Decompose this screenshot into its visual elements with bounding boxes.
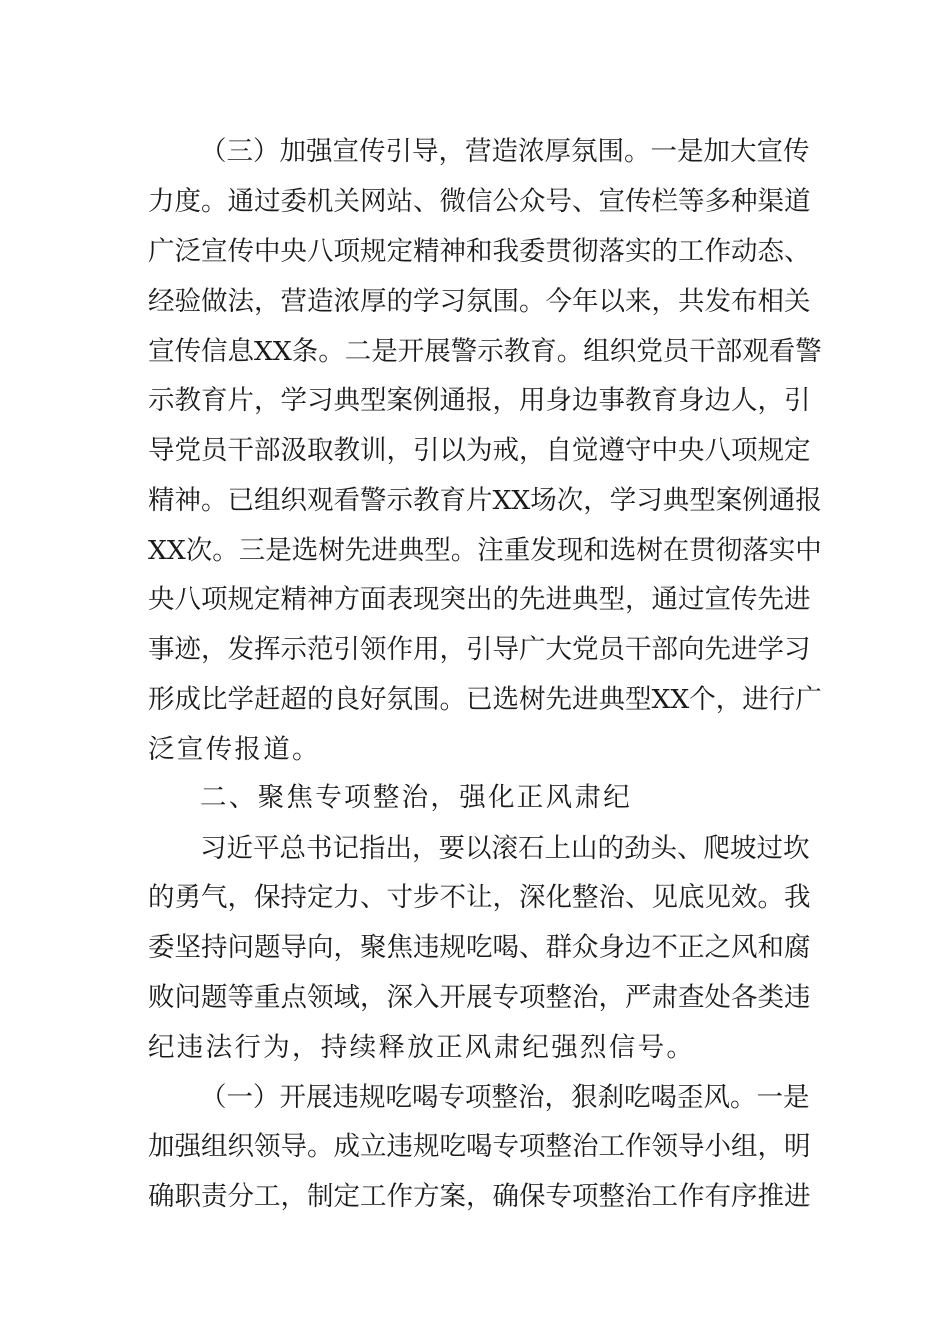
paragraph-line-3: 广泛宣传中央八项规定精神和我委贯彻落实的工作动态、 <box>148 236 811 267</box>
paragraph-line-13: 泛宣传报道。 <box>148 734 321 765</box>
paragraph-line-19: 纪违法行为，持续释放正风肃纪强烈信号。 <box>148 1032 696 1063</box>
paragraph-line-7: 导党员干部汲取教训，引以为戒，自觉遵守中央八项规定 <box>148 435 811 466</box>
paragraph-line-11: 事迹，发挥示范引领作用，引导广大党员干部向先进学习 <box>148 634 811 665</box>
paragraph-line-8: 精神。已组织观看警示教育片XX场次，学习典型案例通报 <box>148 485 822 516</box>
paragraph-line-15: 习近平总书记指出，要以滚石上山的劲头、爬坡过坎 <box>200 833 810 864</box>
paragraph-line-4: 经验做法，营造浓厚的学习氛围。今年以来，共发布相关 <box>148 286 811 317</box>
paragraph-line-2: 力度。通过委机关网站、微信公众号、宣传栏等多种渠道 <box>148 186 811 217</box>
paragraph-line-12: 形成比学赶超的良好氛围。已选树先进典型XX个，进行广 <box>148 684 822 715</box>
paragraph-line-5: 宣传信息XX条。二是开展警示教育。组织党员干部观看警 <box>148 336 822 367</box>
paragraph-line-10: 央八项规定精神方面表现突出的先进典型，通过宣传先进 <box>148 584 811 615</box>
paragraph-line-18: 败问题等重点领域，深入开展专项整治，严肃查处各类违 <box>148 982 811 1013</box>
paragraph-line-16: 的勇气，保持定力、寸步不让，深化整治、见底见效。我 <box>148 882 811 913</box>
paragraph-line-17: 委坚持问题导向，聚焦违规吃喝、群众身边不正之风和腐 <box>148 932 811 963</box>
paragraph-line-20: （一）开展违规吃喝专项整治，狠刹吃喝歪风。一是 <box>200 1082 810 1113</box>
paragraph-line-21: 加强组织领导。成立违规吃喝专项整治工作领导小组，明 <box>148 1131 811 1162</box>
paragraph-line-22: 确职责分工，制定工作方案，确保专项整治工作有序推进 <box>148 1181 811 1212</box>
paragraph-line-9: XX次。三是选树先进典型。注重发现和选树在贯彻落实中 <box>148 535 822 566</box>
section-heading: 二、聚焦专项整治，强化正风肃纪 <box>200 782 632 813</box>
paragraph-line-6: 示教育片，学习典型案例通报，用身边事教育身边人，引 <box>148 385 811 416</box>
paragraph-line-1: （三）加强宣传引导，营造浓厚氛围。一是加大宣传 <box>200 136 810 167</box>
